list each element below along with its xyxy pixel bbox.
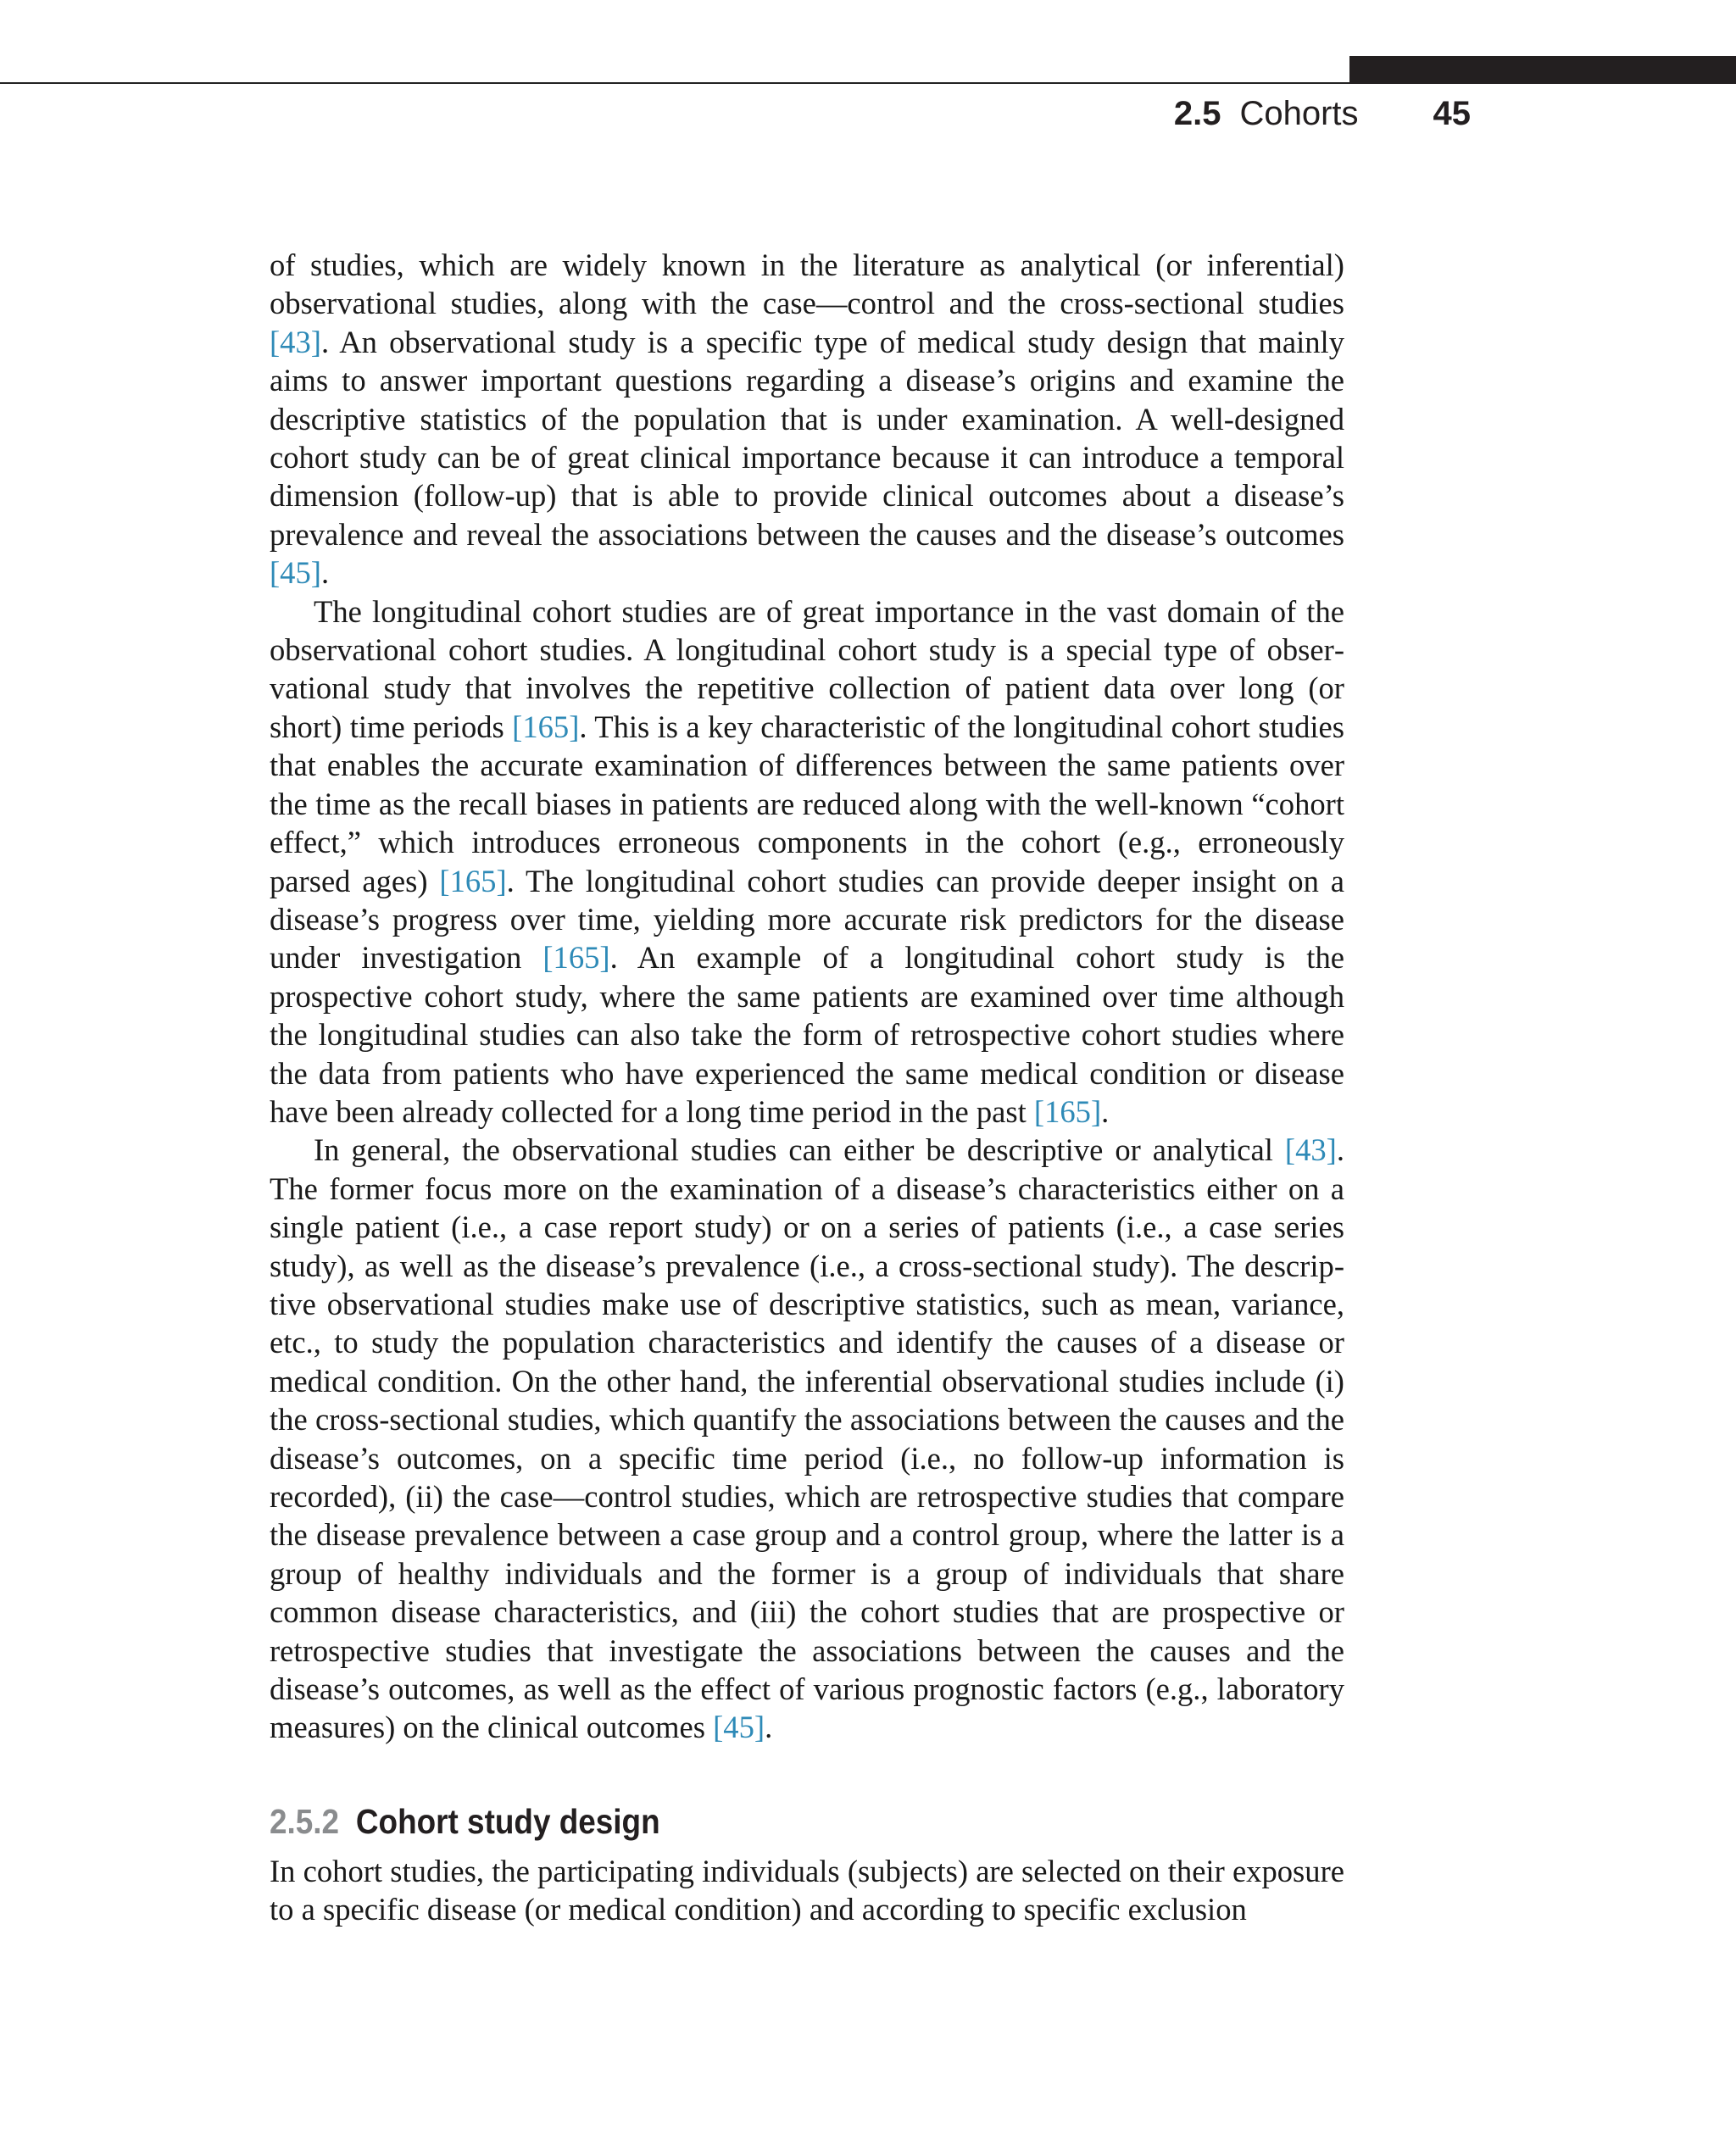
paragraph-2-text-3: . The longitudinal cohort studies can provide deeper insight on a disease’s progress over time, yielding more accurate risk predictors for the disease under investigation <box>270 863 1344 976</box>
running-head-section-title: Cohorts <box>1239 95 1359 132</box>
citation-link[interactable]: [43] <box>1284 1132 1337 1168</box>
page-number: 45 <box>1433 95 1471 132</box>
paragraph-1-text-2: . An observational study is a specific type of medical study design that mainly aims to answer important questions regarding a disease’s origins and examine the descriptive statistics of the population that is under examination. A well-designed cohort study can be of great clinical importance because it can introduce a temporal dimension (follow-up) that is able to provide clinical outcomes about a disease’s prevalence and reveal the associations between the causes and the disease’s outcomes <box>270 324 1344 552</box>
body-text <box>270 246 1344 1929</box>
paragraph-4 <box>270 1852 1344 1929</box>
paragraph-2-text-4: . An example of a longitudinal cohort study is the prospective cohort study, where the same patients are examined over time although the longitudinal studies can also take the form of retrospective cohort studies where the data from patients who have experienced the same medical condition or disease have been already collected for a long time period in the past <box>270 940 1344 1129</box>
section-heading <box>270 1801 1237 1842</box>
citation-link[interactable]: [45] <box>270 555 321 591</box>
header-tab-bar <box>1349 56 1736 84</box>
running-head-section-number: 2.5 <box>1173 95 1221 132</box>
citation-link[interactable]: [165] <box>1033 1093 1102 1129</box>
paragraph-4-text-1: In cohort studies, the participating individuals (subjects) are selected on their exposure to a specific disease (or medical condition) and according to specific exclusion <box>270 1853 1344 1927</box>
paragraph-3-text-1: In general, the observational studies can either be descriptive or analytical <box>314 1132 1285 1168</box>
citation-link[interactable]: [43] <box>270 324 321 359</box>
section-title: Cohort study design <box>355 1801 660 1841</box>
citation-link[interactable]: [165] <box>542 940 610 976</box>
paragraph-2-text-2: . This is a key characteristic of the longitudinal cohort studies that enables the accurate examination of differences between the same patients over the time as the recall biases in patients are reduced along with the well-known “cohort effect,” which introduces erroneous components in the cohort (e.g., erroneously parsed ages) <box>270 709 1345 898</box>
paragraph-3-text-3: . <box>765 1710 773 1745</box>
paragraph-1-text-1: of studies, which are widely known in the literature as analytical (or inferential) observational studies, along with the case—control and the cross-sectional studies <box>270 247 1344 321</box>
citation-link[interactable]: [165] <box>512 709 580 744</box>
section-number: 2.5.2 <box>270 1801 340 1841</box>
paragraph-3-text-2: . The former focus more on the examination of a disease’s characteristics either on a single patient (i.e., a case report study) or on a series of patients (i.e., a case series study), as well as the disease’s prevalence (i.e., a cross-sectional study). The descriptive observational studies make use of descriptive statistics, such as mean, variance, etc., to study the population characteristics and identify the causes of a disease or medical condition. On the other hand, the inferential observational studies include (i) the cross-sectional studies, which quantify the associations between the causes and the disease’s outcomes, on a specific time period (i.e., no follow-up information is recorded), (ii) the case—control studies, which are retrospective studies that compare the disease prevalence between a case group and a control group, where the latter is a group of healthy individuals and the former is a group of individuals that share common disease characteristics, and (iii) the cohort studies that are prospective or retrospective studies that investigate the associations between the causes and the disease’s outcomes, as well as the effect of various prognostic factors (e.g., laboratory measures) on the clinical outcomes <box>270 1132 1344 1745</box>
paragraph-2 <box>270 592 1344 1132</box>
paragraph-2-text-5: . <box>1101 1093 1110 1129</box>
paragraph-3 <box>270 1131 1344 1747</box>
running-head <box>1017 95 1471 133</box>
paragraph-2-text-1: The longitudinal cohort studies are of great importance in the vast domain of the observational cohort studies. A longitudinal cohort study is a special type of observational study that involves the repetitive collection of patient data over long (or short) time periods <box>270 593 1344 744</box>
paragraph-1 <box>270 246 1344 592</box>
citation-link[interactable]: [165] <box>439 863 507 898</box>
paragraph-1-text-3: . <box>320 555 330 591</box>
citation-link[interactable]: [45] <box>713 1710 765 1745</box>
